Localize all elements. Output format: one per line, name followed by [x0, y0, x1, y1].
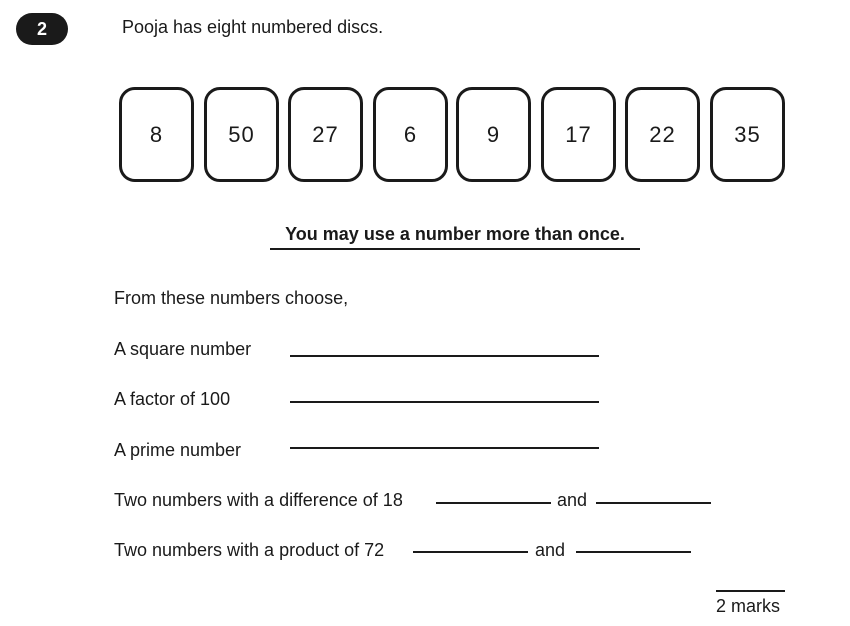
answer-line-factor[interactable] — [290, 401, 599, 403]
question-intro: Pooja has eight numbered discs. — [122, 17, 384, 37]
disc: 9 — [456, 87, 531, 182]
answer-line-square[interactable] — [290, 355, 599, 357]
disc: 50 — [204, 87, 279, 182]
marks-label: 2 marks — [716, 596, 781, 616]
disc: 8 — [119, 87, 194, 182]
disc: 35 — [710, 87, 785, 182]
answer-line-difference-second[interactable] — [596, 502, 711, 504]
answer-line-product-second[interactable] — [576, 551, 691, 553]
disc: 6 — [373, 87, 448, 182]
disc: 27 — [288, 87, 363, 182]
answer-line-product-first[interactable] — [413, 551, 528, 553]
connector-and: and — [557, 490, 588, 510]
answer-label-difference: Two numbers with a difference of 18 — [114, 490, 403, 510]
answer-label-square: A square number — [114, 339, 252, 359]
connector-and: and — [535, 540, 566, 560]
answer-label-product: Two numbers with a product of 72 — [114, 540, 385, 560]
prompt-text: From these numbers choose, — [114, 288, 349, 308]
question-number-badge: 2 — [16, 13, 68, 45]
answer-line-prime[interactable] — [290, 447, 599, 449]
disc: 17 — [541, 87, 616, 182]
answer-line-difference-first[interactable] — [436, 502, 551, 504]
instruction-note: You may use a number more than once. — [270, 224, 640, 250]
answer-label-prime: A prime number — [114, 440, 242, 460]
disc: 22 — [625, 87, 700, 182]
answer-label-factor: A factor of 100 — [114, 389, 231, 409]
marks-divider — [716, 590, 785, 592]
